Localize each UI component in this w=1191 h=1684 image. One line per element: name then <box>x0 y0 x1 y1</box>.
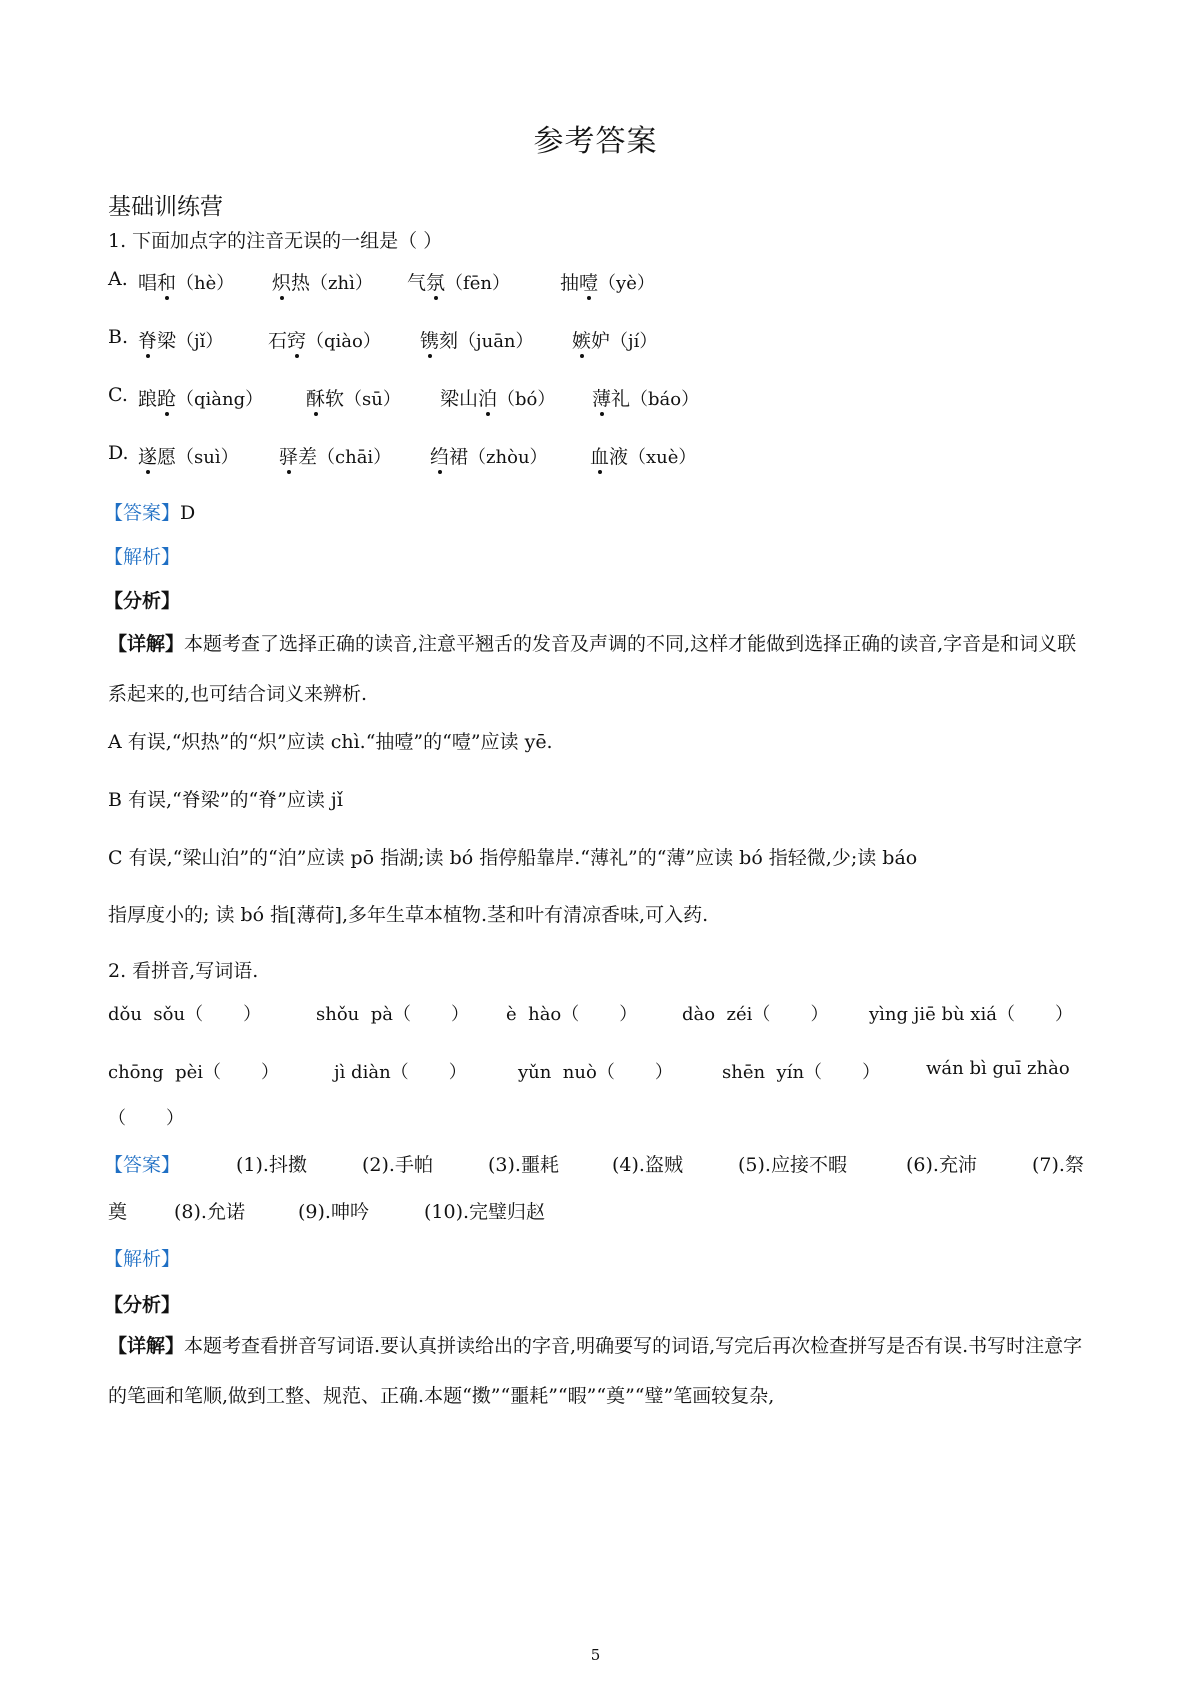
pinyin: （chāi） <box>317 447 392 468</box>
word-part: 愿 <box>157 446 177 468</box>
pinyin-item: shēn yín（ ） <box>722 1062 881 1083</box>
word-part: 踉 <box>138 388 158 410</box>
answer-item: (3).噩耗 <box>488 1154 559 1176</box>
answer-item: (2).手帕 <box>362 1154 433 1176</box>
answer-item: (6).充沛 <box>906 1154 977 1176</box>
option-word <box>268 326 381 353</box>
dotted-char: 氛 <box>426 272 446 294</box>
option-word <box>138 442 239 469</box>
answer-item: (8).允诺 <box>174 1201 245 1223</box>
option-word <box>590 442 696 469</box>
word-part: 礼 <box>611 388 631 410</box>
detail-text: 本题考查看拼音写词语.要认真拼读给出的字音,明确要写的词语,写完后再次检查拼写是否有误.书写时注意字的笔画和笔顺,做到工整、规范、正确.本题“擞”“噩耗”“暇”“奠”“璧”笔画较复杂, <box>108 1335 1083 1407</box>
q2-fenxi-label: 【分析】 <box>104 1294 181 1316</box>
detail-label: 【详解】 <box>108 633 185 655</box>
option-letter: C. <box>108 384 128 406</box>
dotted-char: 嫉 <box>572 330 592 352</box>
pinyin: （fēn） <box>445 273 510 294</box>
option-word <box>138 384 263 411</box>
dotted-char: 炽 <box>272 272 292 294</box>
answer-item: (10).完璧归赵 <box>424 1201 546 1223</box>
question-1-stem: 1. 下面加点字的注音无误的一组是（ ） <box>108 230 443 252</box>
dotted-char: 脊 <box>138 330 158 352</box>
q1-detail-paragraph <box>108 619 1093 719</box>
answer-label: 【答案】 <box>104 502 181 524</box>
q2-jiexi-label: 【解析】 <box>104 1248 181 1270</box>
section-heading: 基础训练营 <box>108 194 223 220</box>
dotted-char: 噎 <box>579 272 599 294</box>
option-word <box>272 268 373 295</box>
pinyin: （qiào） <box>306 331 381 352</box>
pinyin: （jí） <box>610 331 658 352</box>
pinyin: （zhòu） <box>468 447 548 468</box>
option-word <box>572 326 657 353</box>
pinyin-item: yǔn nuò（ ） <box>518 1062 673 1083</box>
answer-item: (1).抖擞 <box>236 1154 307 1176</box>
dotted-char: 和 <box>157 272 177 294</box>
pinyin-item: jì diàn（ ） <box>334 1062 467 1083</box>
option-word <box>306 384 401 411</box>
pinyin-item: （ ） <box>108 1108 185 1129</box>
q1-answer-row <box>104 498 195 525</box>
pinyin: （sū） <box>344 389 401 410</box>
dotted-char: 血 <box>590 446 610 468</box>
option-letter: B. <box>108 326 129 348</box>
q2-detail-paragraph <box>108 1321 1093 1421</box>
pinyin: （báo） <box>630 389 700 410</box>
q2-answer-label: 【答案】 <box>104 1154 181 1176</box>
q1-explain-c-line2: 指厚度小的; 读 bó 指[薄荷],多年生草本植物.茎和叶有清凉香味,可入药. <box>108 904 709 926</box>
option-word <box>560 268 655 295</box>
word-part: 差 <box>298 446 318 468</box>
dotted-char: 跄 <box>157 388 177 410</box>
q1-explain-c-line1: C 有误,“梁山泊”的“泊”应读 pō 指湖;读 bó 指停船靠岸.“薄礼”的“薄”应读 bó 指轻微,少;读 báo <box>108 847 918 869</box>
option-word <box>430 442 548 469</box>
q1-explain-b: B 有误,“脊梁”的“脊”应读 jǐ <box>108 789 343 811</box>
pinyin: （yè） <box>598 273 655 294</box>
answer-item: (7).祭 <box>1032 1154 1084 1176</box>
dotted-char: 薄 <box>592 388 612 410</box>
pinyin-item: dào zéi（ ） <box>682 1004 829 1025</box>
option-word <box>138 326 223 353</box>
pinyin-item: chōng pèi（ ） <box>108 1062 280 1083</box>
q1-explain-a: A 有误,“炽热”的“炽”应读 chì.“抽噎”的“噎”应读 yē. <box>108 731 553 753</box>
dotted-char: 遂 <box>138 446 158 468</box>
dotted-char: 泊 <box>478 388 498 410</box>
dotted-char: 窍 <box>287 330 307 352</box>
option-word <box>138 268 234 295</box>
option-word <box>420 326 534 353</box>
pinyin-item: dǒu sǒu（ ） <box>108 1004 262 1025</box>
word-part: 液 <box>609 446 629 468</box>
q1-fenxi-label: 【分析】 <box>104 590 181 612</box>
answer-item: (5).应接不暇 <box>738 1154 847 1176</box>
answer-value: D <box>180 502 196 524</box>
answer-item: (4).盗贼 <box>612 1154 683 1176</box>
page-title: 参考答案 <box>533 124 658 159</box>
word-part: 刻 <box>439 330 459 352</box>
word-part: 梁山 <box>440 388 479 410</box>
word-part: 裙 <box>449 446 469 468</box>
dotted-char: 绉 <box>430 446 450 468</box>
q1-jiexi-label: 【解析】 <box>104 546 181 568</box>
detail-label: 【详解】 <box>108 1335 185 1357</box>
pinyin: （suì） <box>176 447 239 468</box>
answer-item: 奠 <box>108 1201 128 1223</box>
answer-item: (9).呻吟 <box>298 1201 369 1223</box>
word-part: 梁 <box>157 330 177 352</box>
pinyin: （xuè） <box>628 447 697 468</box>
option-letter: A. <box>108 268 128 290</box>
pinyin-item: wán bì guī zhào <box>926 1058 1070 1079</box>
word-part: 热 <box>291 272 311 294</box>
dotted-char: 驿 <box>279 446 299 468</box>
detail-text: 本题考查了选择正确的读音,注意平翘舌的发音及声调的不同,这样才能做到选择正确的读音,字音是和词义联系起来的,也可结合词义来辨析. <box>108 633 1077 705</box>
option-word <box>407 268 510 295</box>
word-part: 气 <box>407 272 427 294</box>
question-2-stem: 2. 看拼音,写词语. <box>108 960 259 982</box>
pinyin: （jǐ） <box>176 331 224 352</box>
pinyin: （qiàng） <box>176 389 264 410</box>
option-letter: D. <box>108 442 129 464</box>
pinyin-item: shǒu pà（ ） <box>316 1004 470 1025</box>
pinyin: （hè） <box>176 273 235 294</box>
option-word <box>592 384 699 411</box>
dotted-char: 镌 <box>420 330 440 352</box>
pinyin: （zhì） <box>310 273 373 294</box>
word-part: 妒 <box>591 330 611 352</box>
word-part: 石 <box>268 330 288 352</box>
page-number: 5 <box>590 1646 601 1664</box>
word-part: 抽 <box>560 272 580 294</box>
pinyin: （juān） <box>458 331 534 352</box>
word-part: 软 <box>325 388 345 410</box>
dotted-char: 酥 <box>306 388 326 410</box>
pinyin: （bó） <box>497 389 556 410</box>
pinyin-item: è hào（ ） <box>506 1004 638 1025</box>
word-part: 唱 <box>138 272 158 294</box>
option-word <box>440 384 555 411</box>
option-word <box>279 442 391 469</box>
pinyin-item: yìng jiē bù xiá（ ） <box>869 1004 1074 1025</box>
